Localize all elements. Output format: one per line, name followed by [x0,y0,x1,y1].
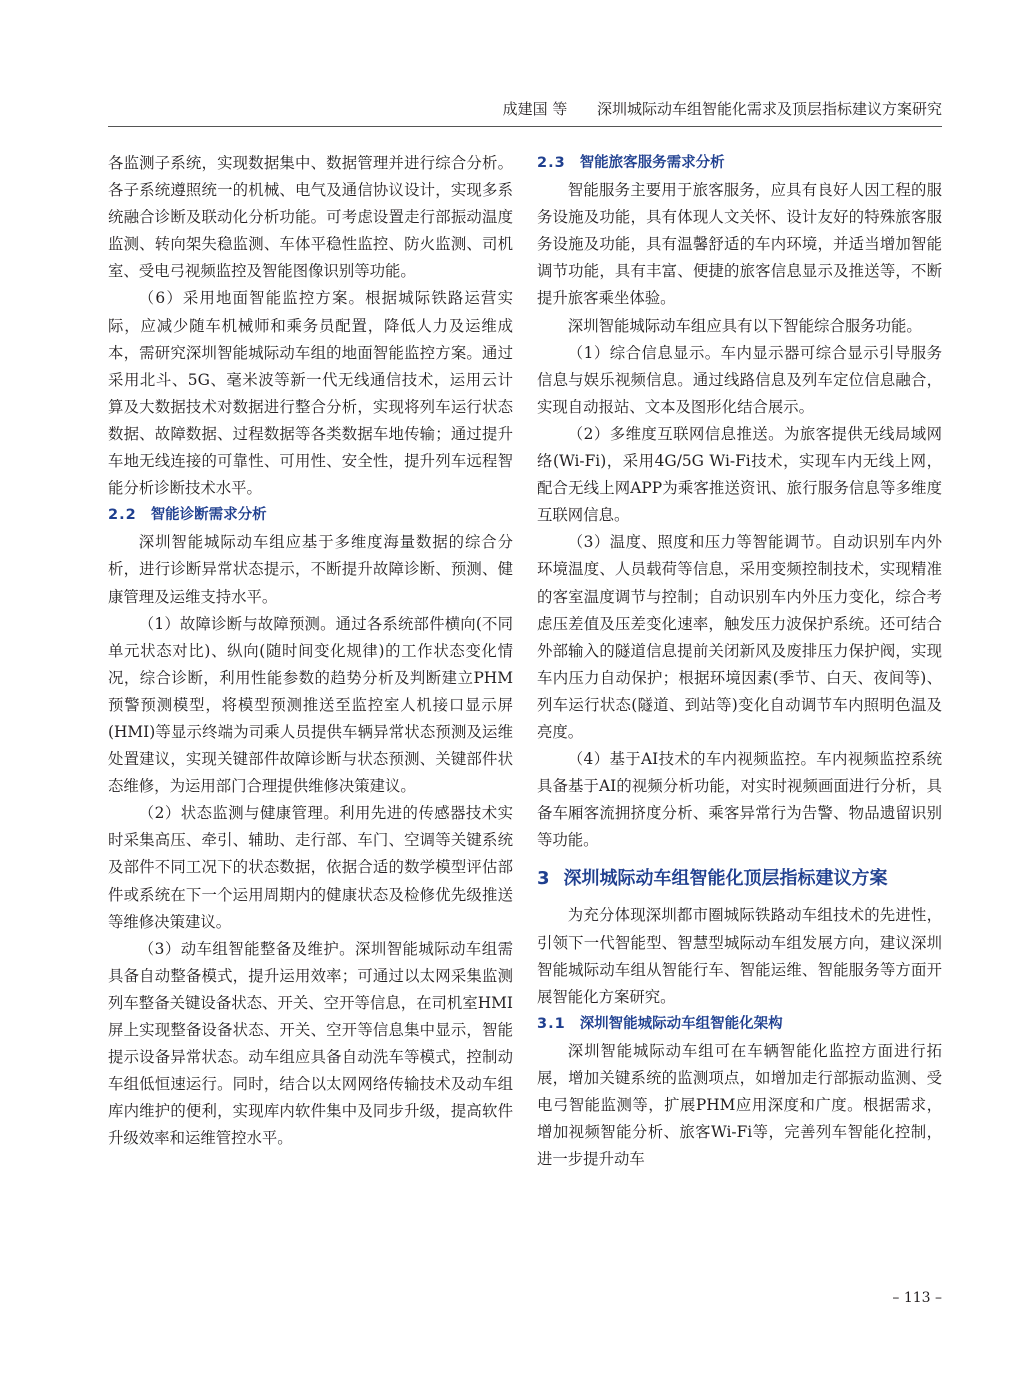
paragraph: （1）综合信息显示。车内显示器可综合显示引导服务信息与娱乐视频信息。通过线路信息及列车定位信息融合，实现自动报站、文本及图形化结合展示。 [537,343,942,416]
paragraph: 为充分体现深圳都市圈城际铁路动车组技术的先进性，引领下一代智能型、智慧型城际动车组发展方向，建议深圳智能城际动车组从智能行车、智能运维、智能服务等方面开展智能化方案研究。 [537,906,942,1006]
section-heading-3-1 [537,1011,942,1038]
section-number: 2.2 [108,507,137,524]
section-title: 深圳智能城际动车组智能化架构 [579,1015,783,1032]
section-title: 深圳城际动车组智能化顶层指标建议方案 [563,868,888,890]
header-title: 深圳城际动车组智能化需求及顶层指标建议方案研究 [596,100,942,118]
section-number: 2.3 [537,155,566,171]
page-number: – 113 – [892,1290,942,1306]
section-heading-2-2 [108,502,513,529]
section-heading-2-3 [537,150,942,177]
paragraph: （4）基于AI技术的车内视频监控。车内视频监控系统具备基于AI的视频分析功能，对实时视频画面进行分析，具备车厢客流拥挤度分析、乘客异常行为告警、物品遗留识别等功能。 [537,750,942,850]
left-column [108,150,513,1152]
paragraph: 深圳智能城际动车组可在车辆智能化监控方面进行拓展，增加关键系统的监测项点，如增加走行部振动监测、受电弓智能监测等，扩展PHM应用深度和广度。根据需求，增加视频智能分析、旅客Wi-Fi等，完善列车智能化控制，进一步提升动车 [537,1041,942,1169]
paragraph: 各监测子系统，实现数据集中、数据管理并进行综合分析。各子系统遵照统一的机械、电气及通信协议设计，实现多系统融合诊断及联动化分析功能。可考虑设置走行部振动温度监测、转向架失稳监测、车体平稳性监控、防火监测、司机室、受电弓视频监控及智能图像识别等功能。 [108,154,513,281]
right-column [537,150,942,1173]
section-number: 3.1 [537,1015,566,1032]
paragraph: （3）动车组智能整备及维护。深圳智能城际动车组需具备自动整备模式，提升运用效率；可通过以太网采集监测列车整备关键设备状态、开关、空开等信息，在司机室HMI屏上实现整备设备状态、开关、空开等信息集中显示，智能提示设备异常状态。动车组应具备自动洗车等模式，控制动车组低恒速运行。同时，结合以太网网络传输技术及动车组库内维护的便利，实现库内软件集中及同步升级，提高软件升级效率和运维管控水平。 [108,939,513,1148]
paragraph: 智能服务主要用于旅客服务，应具有良好人因工程的服务设施及功能，具有体现人文关怀、设计友好的特殊旅客服务设施及功能，具有温馨舒适的车内环境，并适当增加智能调节功能，具有丰富、便捷的旅客信息显示及推送等，不断提升旅客乘坐体验。 [537,181,942,308]
paragraph: （3）温度、照度和压力等智能调节。自动识别车内外环境温度、人员载荷等信息，采用变频控制技术，实现精准的客室温度调节与控制；自动识别车内外压力变化，综合考虑压差值及压差变化速率，触发压力波保护系统。还可结合外部输入的隧道信息提前关闭新风及废排压力保护阀，实现车内压力自动保护；根据环境因素(季节、白天、夜间等)、列车运行状态(隧道、到站等)变化自动调节车内照明色温及亮度。 [537,533,942,741]
header-rule [108,126,942,127]
running-header [108,98,942,124]
paragraph: （2）状态监测与健康管理。利用先进的传感器技术实时采集高压、牵引、辅助、走行部、车门、空调等关键系统及部件不同工况下的状态数据，依据合适的数学模型评估部件或系统在下一个运用周期内的健康状态及检修优先级推送等维修决策建议。 [108,804,513,931]
paragraph: （1）故障诊断与故障预测。通过各系统部件横向(不同单元状态对比)、纵向(随时间变化规律)的工作状态变化情况，综合诊断，利用性能参数的趋势分析及判断建立PHM预警预测模型，将模型预测推送至监控室人机接口显示屏(HMI)等显示终端为司乘人员提供车辆异常状态预测及运维处置建议，实现关键部件故障诊断与状态预测、关键部件状态维修，为运用部门合理提供维修决策建议。 [108,614,513,796]
paragraph: （6）采用地面智能监控方案。根据城际铁路运营实际，应减少随车机械师和乘务员配置，降低人力及运维成本，需研究深圳智能城际动车组的地面智能监控方案。通过采用北斗、5G、毫米波等新一代无线通信技术，运用云计算及大数据技术对数据进行整合分析，实现将列车运行状态数据、故障数据、过程数据等各类数据车地传输；通过提升车地无线连接的可靠性、可用性、安全性，提升列车远程智能分析诊断技术水平。 [108,289,513,498]
paragraph: （2）多维度互联网信息推送。为旅客提供无线局域网络(Wi-Fi)，采用4G/5G Wi-Fi技术，实现车内无线上网，配合无线上网APP为乘客推送资讯、旅行服务信息等多维度互联网信息。 [537,424,942,525]
header-authors: 成建国 等 [502,100,568,118]
section-heading-3 [537,864,942,894]
paragraph: 深圳智能城际动车组应具有以下智能综合服务功能。 [567,316,922,335]
section-title: 智能旅客服务需求分析 [579,155,725,171]
section-title: 智能诊断需求分析 [150,507,267,524]
paragraph: 深圳智能城际动车组应基于多维度海量数据的综合分析，进行诊断异常状态提示，不断提升故障诊断、预测、健康管理及运维支持水平。 [108,533,513,606]
section-number: 3 [537,868,550,890]
